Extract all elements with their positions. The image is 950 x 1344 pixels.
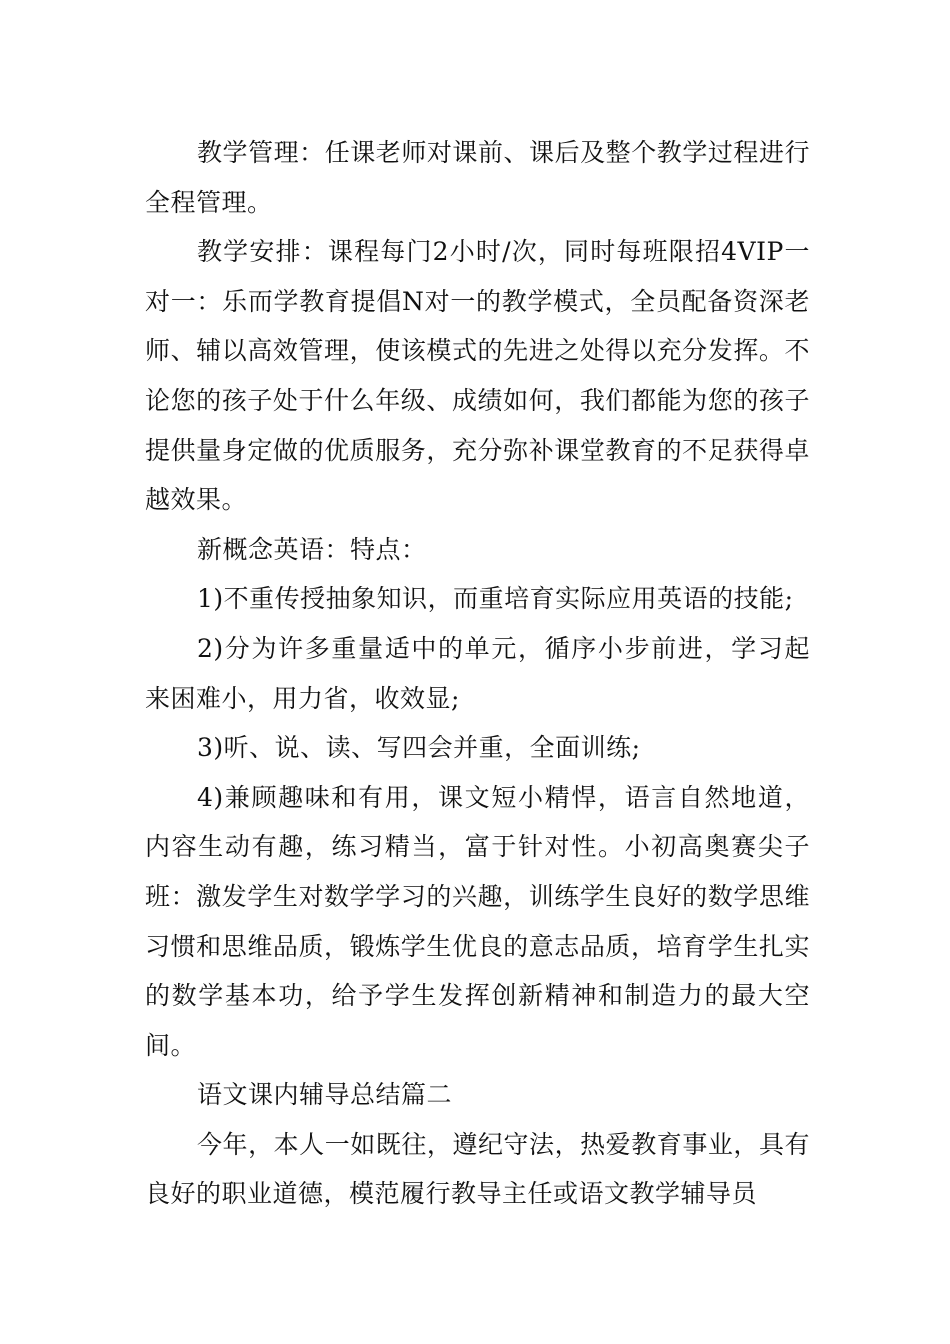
paragraph-new-concept-english: 新概念英语：特点： [197, 534, 427, 564]
paragraph-summary-intro: 今年，本人一如既往，遵纪守法，热爱教育事业，具有良好的职业道德，模范履行教导主任或语文教学辅导员 [145, 1129, 810, 1209]
section-heading: 语文课内辅导总结篇二 [197, 1080, 453, 1110]
paragraph-teaching-management: 教学管理：任课老师对课前、课后及整个教学过程进行全程管理。 [145, 138, 810, 217]
paragraph-feature-3: 3)听、说、读、写四会并重，全面训练; [197, 733, 641, 763]
paragraph-feature-4: 4)兼顾趣味和有用，课文短小精悍，语言自然地道，内容生动有趣，练习精当，富于针对性。小初高奥赛尖子班：激发学生对数学学习的兴趣，训练学生良好的数学思维习惯和思维品质，锻炼学生优良的意志品质，培育学生扎实的数学基本功，给予学生发挥创新精神和制造力的最大空间。 [145, 782, 810, 1060]
document-body [145, 128, 810, 1219]
paragraph-feature-1: 1)不重传授抽象知识，而重培育实际应用英语的技能; [197, 584, 794, 614]
paragraph-feature-2: 2)分为许多重量适中的单元，循序小步前进，学习起来困难小，用力省，收效显; [145, 633, 810, 713]
paragraph-teaching-arrangement: 教学安排：课程每门2小时/次，同时每班限招4VIP一对一：乐而学教育提倡N对一的教学模式，全员配备资深老师、辅以高效管理，使该模式的先进之处得以充分发挥。不论您的孩子处于什么年级、成绩如何，我们都能为您的孩子提供量身定做的优质服务，充分弥补课堂教育的不足获得卓越效果。 [145, 237, 810, 515]
